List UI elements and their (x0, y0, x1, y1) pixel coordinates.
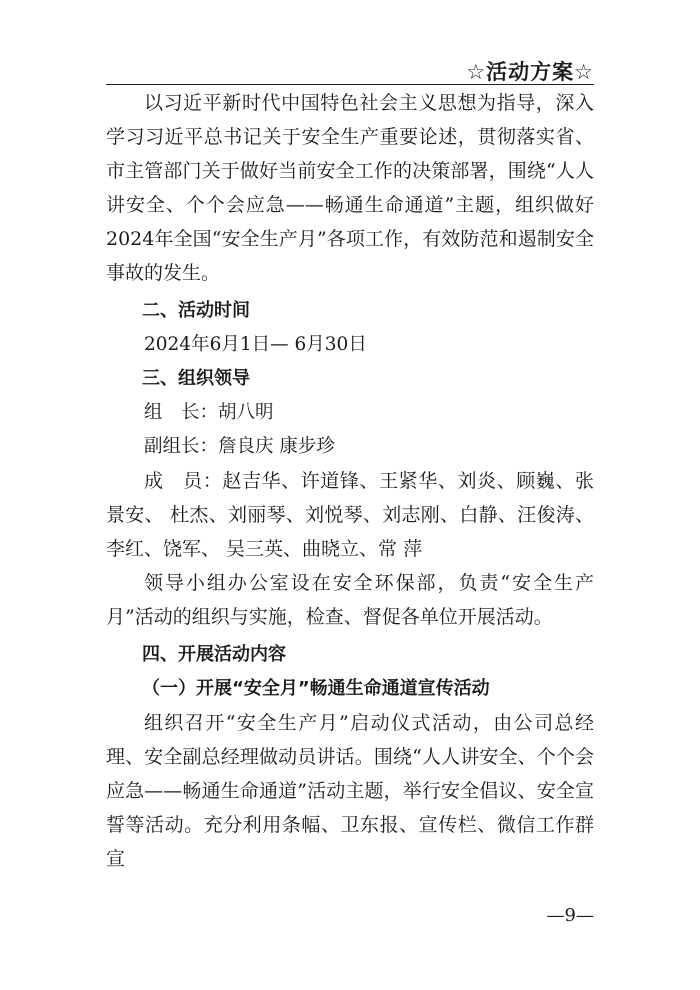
page-number: —9— (546, 905, 594, 926)
section-heading-activity-time: 二、活动时间 (142, 300, 250, 321)
document-header-title: ☆活动方案☆ (466, 60, 594, 84)
members-paragraph: 成 员：赵吉华、许道锋、王紧华、刘炎、顾巍、张景安、 杜杰、刘丽琴、刘悦琴、刘志刚、白静、汪俊涛、李红、饶军、 吴三英、曲晓立、常 萍 (106, 470, 594, 560)
section-heading-activity-content: 四、开展活动内容 (142, 644, 286, 665)
publicity-paragraph: 组织召开“安全生产月”启动仪式活动，由公司总经理、安全副总经理做动员讲话。围绕“人人讲安全、个个会应急——畅通生命通道”活动主题，举行安全倡议、安全宣誓等活动。充分利用条幅、卫东报、宣传栏、微信工作群宣 (106, 712, 594, 870)
header-divider (106, 84, 594, 85)
activity-time-value: 2024年6月1日— 6月30日 (144, 334, 367, 355)
deputy-leader-line: 副组长：詹良庆 康步珍 (144, 436, 335, 457)
office-note-paragraph: 领导小组办公室设在安全环保部，负责“安全生产月”活动的组织与实施，检查、督促各单位开展活动。 (106, 572, 594, 628)
intro-paragraph: 以习近平新时代中国特色社会主义思想为指导，深入学习习近平总书记关于安全生产重要论述，贯彻落实省、市主管部门关于做好当前安全工作的决策部署，围绕“人人讲安全、个个会应急——畅通生命通道”主题，组织做好2024年全国“安全生产月”各项工作，有效防范和遏制安全事故的发生。 (106, 92, 594, 284)
subsection-heading-publicity: （一）开展“安全月”畅通生命通道宣传活动 (142, 678, 490, 699)
section-heading-organization: 三、组织领导 (142, 368, 250, 389)
document-body (106, 86, 594, 876)
leader-line: 组 长：胡八明 (144, 402, 274, 423)
